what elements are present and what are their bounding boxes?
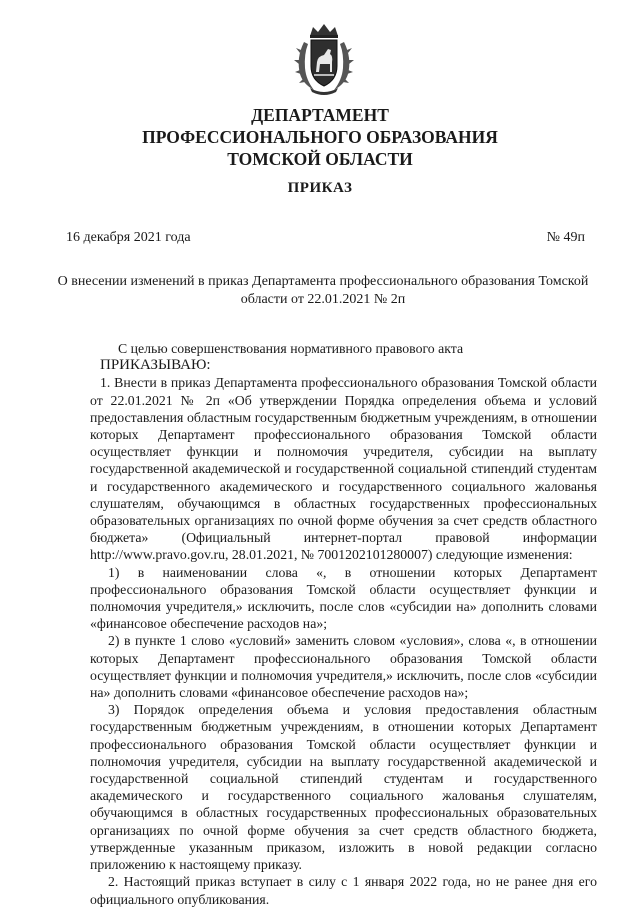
sub-clause-1: 1) в наименовании слова «, в отношении которых Департамент профессионального образования Томской области осуществляет функции и полномочия учредителя,» исключить, после слов «субсидии на» дополнить словами «финансовое обеспечение расходов на»; [90, 564, 597, 632]
department-line-1: ДЕПАРТАМЕНТ [251, 105, 389, 125]
command-heading: ПРИКАЗЫВАЮ: [100, 357, 211, 374]
order-body [90, 340, 597, 908]
department-line-2: ПРОФЕССИОНАЛЬНОГО ОБРАЗОВАНИЯ [142, 127, 498, 147]
clause-2: 2. Настоящий приказ вступает в силу с 1 января 2022 года, но не ранее дня его официального опубликования. [90, 874, 597, 907]
clause-1: 1. Внести в приказ Департамента профессионального образования Томской области от 22.01.2021 № 2п «Об утверждении Порядка определения объема и условий предоставления областным государственным бюджетным учреждениям, в отношении которых Департамент профессионального образования Томской области осуществляет функции и полномочия учредителя, субсидии на выплату государственной академической и государственной социальной стипендий студентам и государственного академического и государственного социального жалованья слушателям, обучающимся в областных государственных профессиональных образовательных организациях по очной форме обучения за счет средств областного бюджета» (Официальный интернет-портал правовой информации http://www.pravo.gov.ru, 28.01.2021, № 7001202101280007) следующие изменения: [90, 375, 597, 563]
department-name [0, 104, 640, 170]
sub-clause-3: 3) Порядок определения объема и условия предоставления областным государственным бюджетным учреждениям, в отношении которых Департамент профессионального образования Томской области осуществляет функции и полномочия учредителя, субсидии на выплату государственной академической и государственной социальной стипендий студентам и государственного академического и государственного социального жалованья слушателям, обучающимся в областных государственных профессиональных образовательных организациях по очной форме обучения за счет средств областного бюджета, утвержденные указанным приказом, изложить в новой редакции согласно приложению к настоящему приказу. [90, 702, 597, 873]
order-date: 16 декабря 2021 года [66, 230, 191, 245]
intro-paragraph: С целью совершенствования нормативного правового акта [118, 341, 464, 356]
department-line-3: ТОМСКОЙ ОБЛАСТИ [227, 149, 413, 169]
document-type-title: ПРИКАЗ [287, 180, 353, 196]
order-subject: О внесении изменений в приказ Департамента профессионального образования Томской области от 22.01.2021 № 2п [57, 274, 589, 307]
order-number: № 49п [546, 230, 585, 245]
tomsk-region-coat-of-arms-icon [294, 22, 354, 96]
sub-clause-2: 2) в пункте 1 слово «условий» заменить словом «условия», слова «, в отношении которых Департамент профессионального образования Томской области осуществляет функции и полномочия учредителя,» исключить, после слов «субсидии на» дополнить словами «финансовое обеспечение расходов на»; [90, 633, 597, 701]
